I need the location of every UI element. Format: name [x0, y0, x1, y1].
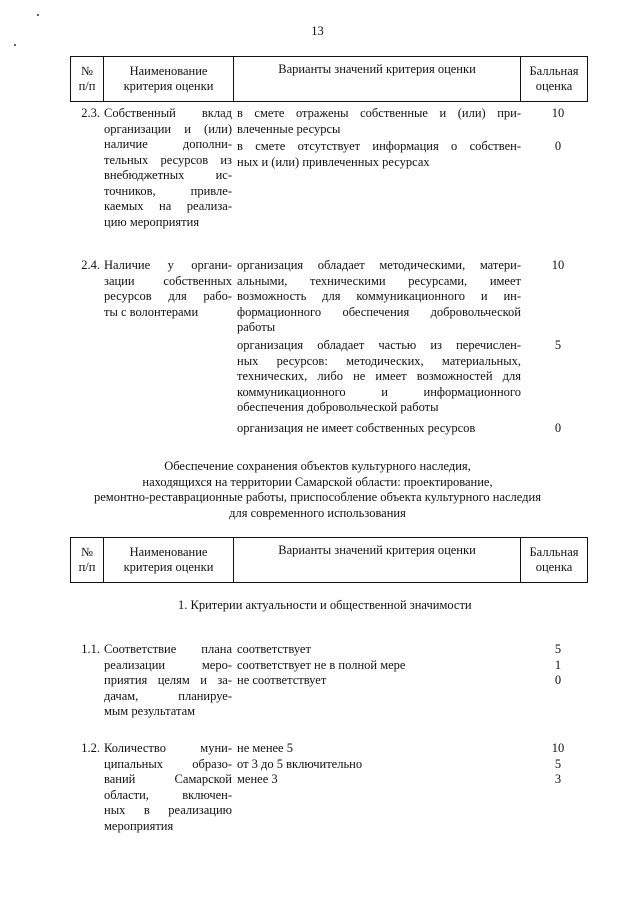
variant-text: в смете отражены собственные и (или) при- влеченные ресурсы	[237, 106, 521, 136]
header-num: № п/п	[78, 64, 96, 93]
variant-score: 0	[554, 421, 562, 435]
variant-score: 10 5 3	[551, 741, 565, 786]
criterion-name: Собственный вклад организации и (или) наличие дополни- тельных ресурсов из внебюджетных ис- точников, привле- каемых на реализа- цию мероприятия	[104, 106, 232, 229]
subsection-title: 1. Критерии актуальности и общественной значимости	[178, 598, 472, 612]
criterion-name: Соответствие плана реализации меро- приятия целям и за- дачам, планируе- мым результатам	[104, 642, 232, 718]
variant-text: организация не имеет собственных ресурсов	[237, 421, 476, 435]
variant-text: в смете отсутствует информация о собствен- ных и (или) привлеченных ресурсах	[237, 139, 521, 169]
variant-text: не менее 5 от 3 до 5 включительно менее 3	[237, 741, 363, 786]
header-score: Балльная оценка	[529, 64, 579, 93]
variant-score: 5	[554, 338, 562, 352]
criterion-name: Количество муни- ципальных образо- ваний Самарской области, включен- ных в реализацию мероприятия	[104, 741, 232, 833]
table-header	[70, 56, 588, 102]
header-variants: Варианты значений критерия оценки	[278, 543, 476, 557]
page-number: 13	[311, 24, 324, 38]
variant-score: 0	[554, 139, 562, 153]
row-number: 2.3.	[81, 106, 100, 120]
variant-score: 10	[551, 258, 565, 272]
header-score: Балльная оценка	[529, 545, 579, 574]
scan-mark	[14, 44, 16, 46]
variant-score: 10	[551, 106, 565, 120]
row-number: 1.1.	[81, 642, 100, 656]
row-number: 2.4.	[81, 258, 100, 272]
scan-mark	[37, 14, 39, 16]
variant-text: организация обладает частью из перечислен- ных ресурсов: методических, материальных, технических, либо не имеет возможностей для коммуникационного и информационного обеспечения добровольческой работы	[237, 338, 521, 414]
variant-text: соответствует соответствует не в полной мере не соответствует	[237, 642, 406, 687]
criterion-name: Наличие у органи- зации собственных ресурсов для рабо- ты с волонтерами	[104, 258, 232, 319]
variant-score: 5 1 0	[554, 642, 562, 687]
header-num: № п/п	[78, 545, 96, 574]
table-header	[70, 537, 588, 583]
section-title: Обеспечение сохранения объектов культурного наследия, находящихся на территории Самарской области: проектирование, ремонтно-реставрационные работы, приспособление объекта культурного наследия для современного использования	[94, 459, 541, 520]
header-variants: Варианты значений критерия оценки	[278, 62, 476, 76]
row-number: 1.2.	[81, 741, 100, 755]
variant-text: организация обладает методическими, матери- альными, техническими ресурсами, имеет возможность для коммуникационного и ин- формационного обеспечения добровольческой работы	[237, 258, 521, 334]
header-criterion-name: Наименование критерия оценки	[123, 545, 214, 574]
header-criterion-name: Наименование критерия оценки	[123, 64, 214, 93]
